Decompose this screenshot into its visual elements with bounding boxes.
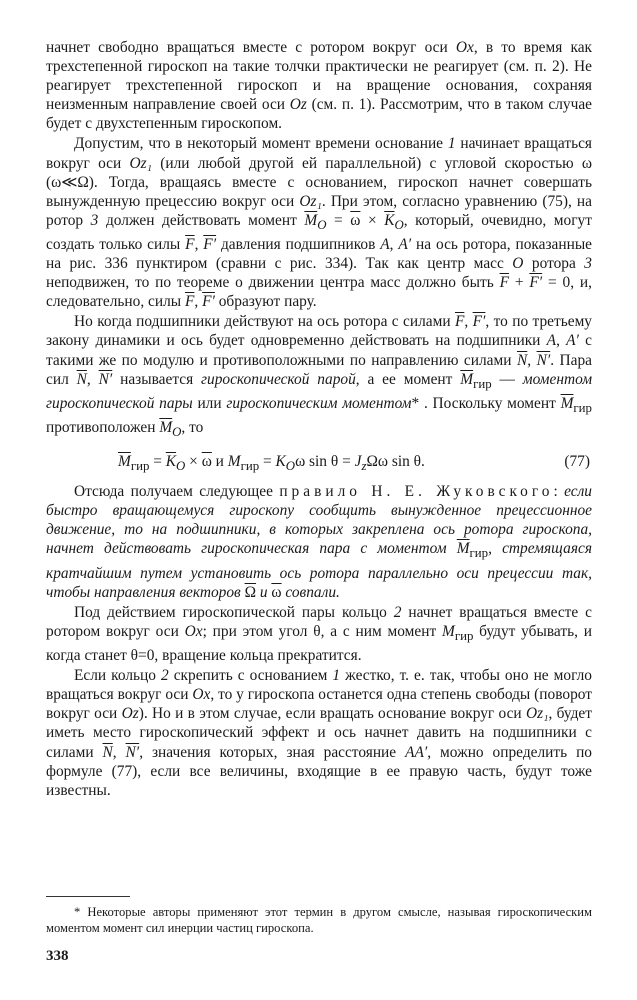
text-run: , то	[181, 419, 204, 437]
text-run: ,	[527, 351, 537, 369]
text-run: $\overline{M}$	[118, 453, 131, 471]
text-run: моментом гироскопической пары	[46, 370, 593, 412]
page-number: 338	[46, 948, 69, 964]
text-run: $\overline{F}$	[185, 236, 195, 254]
text-run: , а ее момент	[355, 370, 461, 388]
text-run: , то по третьему закону динамики и ось будет одновременно действовать на подшипники	[46, 313, 593, 350]
equation-number: (77)	[564, 453, 590, 471]
paragraphs-bottom	[46, 482, 592, 800]
text-run: F′	[202, 293, 215, 311]
text-run: должен действовать момент	[98, 211, 305, 229]
text-run: Если кольцо	[74, 667, 161, 685]
text-run: Oz₁	[299, 192, 322, 210]
text-run: F′	[472, 313, 486, 331]
text-run: 1	[332, 667, 341, 685]
text-run: Отсюда получаем следующее	[74, 483, 280, 501]
text-run: F′	[529, 274, 543, 292]
text-run: Oz₁	[525, 705, 549, 723]
paragraph-p6	[46, 666, 592, 800]
text-run: гир	[240, 459, 260, 474]
text-run: будут убывать, и когда станет θ=0, вращение кольца прекратится.	[46, 622, 592, 665]
text-run: , который, очевидно, могут создать только силы	[46, 211, 592, 254]
text-run: $\overline{K}$	[384, 211, 395, 229]
text-run: O	[512, 255, 524, 273]
paragraph-p1	[46, 38, 592, 133]
text-run: $\overline{M}$	[159, 419, 173, 437]
text-run: M	[227, 453, 241, 471]
text-run: +	[508, 274, 530, 292]
text-run: A	[380, 236, 390, 254]
paragraph-p3	[46, 312, 592, 442]
text-run: $\overline{M}$	[304, 211, 318, 229]
equation-77	[46, 444, 592, 480]
text-run: ). Но и в этом случае, если вращать основание вокруг оси	[138, 705, 526, 723]
text-run: $\overline{\omega}$	[201, 453, 212, 471]
text-run: гир	[573, 400, 592, 415]
text-run: K	[275, 453, 286, 471]
text-run: 3	[584, 255, 592, 273]
text-run: 2	[161, 667, 169, 685]
text-run: , значения которых, зная расстояние	[139, 743, 406, 761]
footnote-divider	[46, 896, 130, 897]
text-run: ×	[185, 453, 202, 471]
text-run: на ось ротора, показанные на рис. 336 пунктиром (сравни с рис. 334). Так как центр масс	[46, 236, 593, 273]
text-run: . Пара сил	[46, 351, 592, 388]
text-run: M	[442, 622, 455, 640]
text-run: Ox	[455, 39, 474, 56]
text-run: ,	[556, 332, 567, 350]
text-run: совпали.	[281, 583, 340, 601]
text-run: гир	[130, 459, 150, 474]
text-run: ×	[360, 211, 385, 229]
text-run: A′	[566, 332, 579, 350]
text-run: неподвижен, то по теореме о движении центра масс должно быть	[46, 274, 500, 292]
text-run: , будет иметь место гироскопический эффект и ось начнет давить на подшипники с силами	[46, 705, 592, 761]
text-run: N′	[98, 370, 113, 388]
text-run: Но когда подшипники действуют на ось ротора с силами	[74, 313, 455, 331]
text-run: Ωω sin θ.	[366, 453, 425, 471]
text-run: 1	[447, 135, 456, 153]
text-run: , в то время как трехстепенной гироскоп на такие толчки практически не реагирует (см. п. 2). Не реагирует трехстепенной гироскоп и на вращение основания, сохраняя неизменным направление своей оси	[46, 39, 593, 114]
text-run: Под действием гироскопической пары кольцо	[74, 603, 394, 621]
text-run: или	[192, 394, 227, 412]
text-run: начнет свободно вращаться вместе с ротором вокруг оси	[46, 39, 456, 56]
text-run: 3	[90, 211, 99, 229]
text-run: O	[172, 425, 182, 440]
text-run: ,	[389, 236, 399, 254]
text-run: , то у гироскопа останется одна степень свободы (поворот вокруг оси	[46, 686, 592, 723]
text-run: гироскопической парой	[201, 370, 356, 388]
text-run: скрепить с основанием	[168, 667, 333, 685]
text-run: =	[259, 453, 276, 471]
text-run: O	[394, 217, 404, 232]
text-run: ротора	[523, 255, 585, 273]
text-run: гироскопическим моментом	[226, 394, 412, 412]
paragraph-p2	[46, 134, 592, 311]
text-run: F′	[203, 236, 217, 254]
text-run: ,	[194, 236, 204, 254]
text-run: $\overline{\Omega}$	[244, 583, 257, 601]
text-run: $\overline{N}$	[76, 370, 87, 388]
text-run: N′	[125, 743, 140, 761]
main-text	[46, 38, 592, 800]
text-run: гир	[469, 546, 489, 561]
text-run: $\overline{N}$	[516, 351, 528, 369]
text-run: ,	[194, 293, 203, 311]
text-run: * . Поскольку момент	[411, 394, 561, 412]
text-run: $\overline{K}$	[165, 453, 177, 471]
text-run: $\overline{F}$	[454, 313, 465, 331]
text-run: (см. п. 1). Рассмотрим, что в таком случае будет с двухстепенным гироскопом.	[46, 96, 592, 133]
text-run: с такими же по модулю и противоположными по направлению силами	[46, 332, 592, 369]
text-run: =	[326, 211, 351, 229]
text-run: Oz	[289, 96, 307, 114]
text-run: = 0, и, следовательно, силы	[46, 274, 592, 311]
text-run: , стремящаяся кратчайшим путем установить ось ротора параллельно оси прецессии так, чтобы направления векторов	[46, 540, 592, 601]
text-run: =	[149, 453, 166, 471]
text-run: и	[211, 453, 228, 471]
footnote: * Некоторые авторы применяют этот термин в другом смысле, называя гироскопическим моментом момент сил инерции частиц гироскопа.	[46, 905, 592, 935]
text-run: ,	[464, 313, 473, 331]
paragraph-p5	[46, 603, 592, 665]
text-run: N′	[536, 351, 551, 369]
text-run: начнет вращаться вместе с ротором вокруг оси	[46, 603, 592, 640]
text-run: . При этом, согласно уравнению (75), на ротор	[46, 192, 592, 229]
text-run: Допустим, что в некоторый момент времени основание	[74, 135, 448, 153]
text-run: $\overline{F}$	[184, 293, 195, 311]
text-run: 2	[393, 603, 402, 621]
text-run: O	[285, 459, 296, 474]
text-run: ; при этом угол θ, а с ним момент	[202, 622, 442, 640]
text-run: :	[553, 483, 565, 501]
text-run: (или любой другой ей параллельной) с угловой скоростью ω (ω≪Ω). Тогда, вращаясь вместе с основанием, гироскоп начнет совершать вынужденную прецессию вокруг оси	[46, 154, 592, 210]
text-run: $\overline{\omega}$	[271, 583, 282, 601]
text-run: —	[491, 370, 523, 388]
text-run: противоположен	[46, 419, 160, 437]
text-run: жестко, т. е. так, чтобы оно не могло вращаться вокруг оси	[46, 667, 592, 704]
text-run: начинает вращаться вокруг оси	[46, 135, 592, 172]
text-run: ,	[86, 370, 99, 388]
text-run: $\overline{M}$	[560, 394, 574, 412]
text-run: образуют пару.	[214, 293, 317, 311]
text-run: $\overline{M}$	[460, 370, 474, 388]
text-run: O	[317, 217, 327, 232]
text-run: Ox	[184, 622, 203, 640]
text-run: $\overline{\omega}$	[350, 211, 361, 229]
text-run: ,	[112, 743, 126, 761]
text-run: J	[354, 453, 362, 471]
text-run: AA′	[405, 743, 428, 761]
text-run: O	[176, 459, 186, 474]
text-run: и	[256, 583, 272, 601]
paragraphs-top	[46, 38, 592, 442]
text-run: правило Н. Е. Жуковского	[279, 483, 554, 501]
text-run: $\overline{M}$	[456, 540, 470, 558]
text-run: , можно определить по формуле (77), если все величины, входящие в ее правую часть, будут тоже известны.	[46, 743, 593, 799]
text-run: ω sin θ =	[295, 453, 355, 471]
paragraph-p4	[46, 482, 592, 602]
text-run: Oz	[121, 705, 139, 723]
text-run: $\overline{F}$	[499, 274, 509, 292]
text-run: Ox	[192, 686, 211, 704]
text-run: A′	[398, 236, 412, 254]
text-run: называется	[112, 370, 202, 388]
equation-expression	[118, 452, 425, 476]
text-run: $\overline{N}$	[102, 743, 113, 761]
text-run: A	[546, 332, 557, 350]
text-run: Oz₁	[129, 154, 152, 172]
text-run: гир	[473, 376, 492, 391]
text-run: давления подшипников	[216, 236, 381, 254]
text-run: z	[361, 459, 367, 474]
text-run: гир	[454, 629, 474, 643]
text-run: если быстро вращающемуся гироскопу сообщить вынужденное прецессионное движение, то на подшипники, в которых закреплена ось ротора гироскопа, начнет действовать гироскопическая пара с моментом	[46, 483, 593, 558]
